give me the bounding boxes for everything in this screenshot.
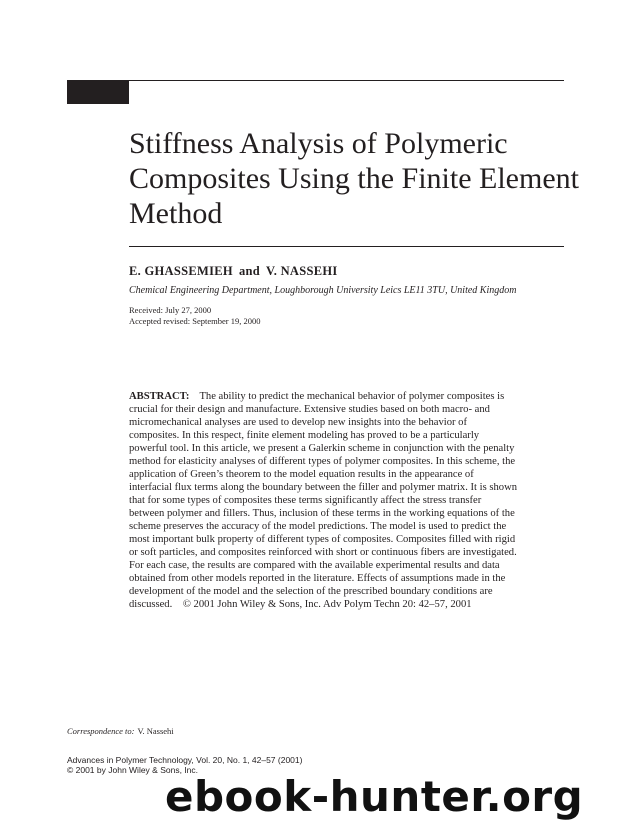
black-header-tab [67, 80, 129, 104]
author-1: E. GHASSEMIEH [129, 264, 233, 278]
authors-conjunction: and [238, 264, 260, 278]
article-dates [129, 305, 260, 327]
authors [129, 264, 338, 279]
correspondence-note [67, 726, 174, 736]
abstract [129, 390, 519, 611]
accepted-date: Accepted revised: September 19, 2000 [129, 316, 261, 326]
journal-copyright: © 2001 by John Wiley & Sons, Inc. [67, 765, 198, 775]
correspondence-name: V. Nassehi [137, 726, 174, 736]
correspondence-label: Correspondence to: [67, 726, 135, 736]
article-title: Stiffness Analysis of Polymeric Composites Using the Finite Element Method [129, 127, 579, 230]
abstract-copyright: © 2001 John Wiley & Sons, Inc. Adv Polym Techn 20: 42–57, 2001 [182, 599, 472, 610]
received-date: Received: July 27, 2000 [129, 305, 212, 315]
affiliation: Chemical Engineering Department, Loughborough University Leics LE11 3TU, United Kingdom [129, 285, 517, 296]
watermark: ebook-hunter.org [165, 772, 584, 821]
abstract-text: The ability to predict the mechanical behavior of polymer composites is crucial for their design and manufacture. Extensive studies based on both macro- and micromechanical analyses are used to develop new insights into the behavior of composites. In this respect, finite element modeling has proved to be a particularly powerful tool. In this article, we present a Galerkin scheme in conjunction with the penalty method for elasticity analyses of different types of polymer composites. In this scheme, the application of Green’s theorem to the model equation results in the appearance of interfacial flux terms along the boundary between the filler and polymer matrix. It is shown that for some types of composites these terms significantly affect the stress transfer between polymer and fillers. Thus, inclusion of these terms in the working equations of the scheme preserves the accuracy of the model predictions. The model is used to predict the most important bulk property of different types of composites. Composites filled with rigid or soft particles, and composites reinforced with short or continuous fibers are investigated. For each case, the results are compared with the available experimental results and data obtained from other models reported in the literature. Effects of assumptions made in the development of the model and the selection of the prescribed boundary conditions are discussed. [129, 391, 518, 610]
top-rule [67, 80, 564, 81]
abstract-label: ABSTRACT: [129, 391, 190, 402]
journal-citation: Advances in Polymer Technology, Vol. 20, No. 1, 42–57 (2001) [67, 755, 303, 765]
author-2: V. NASSEHI [266, 264, 338, 278]
title-rule [129, 246, 564, 247]
